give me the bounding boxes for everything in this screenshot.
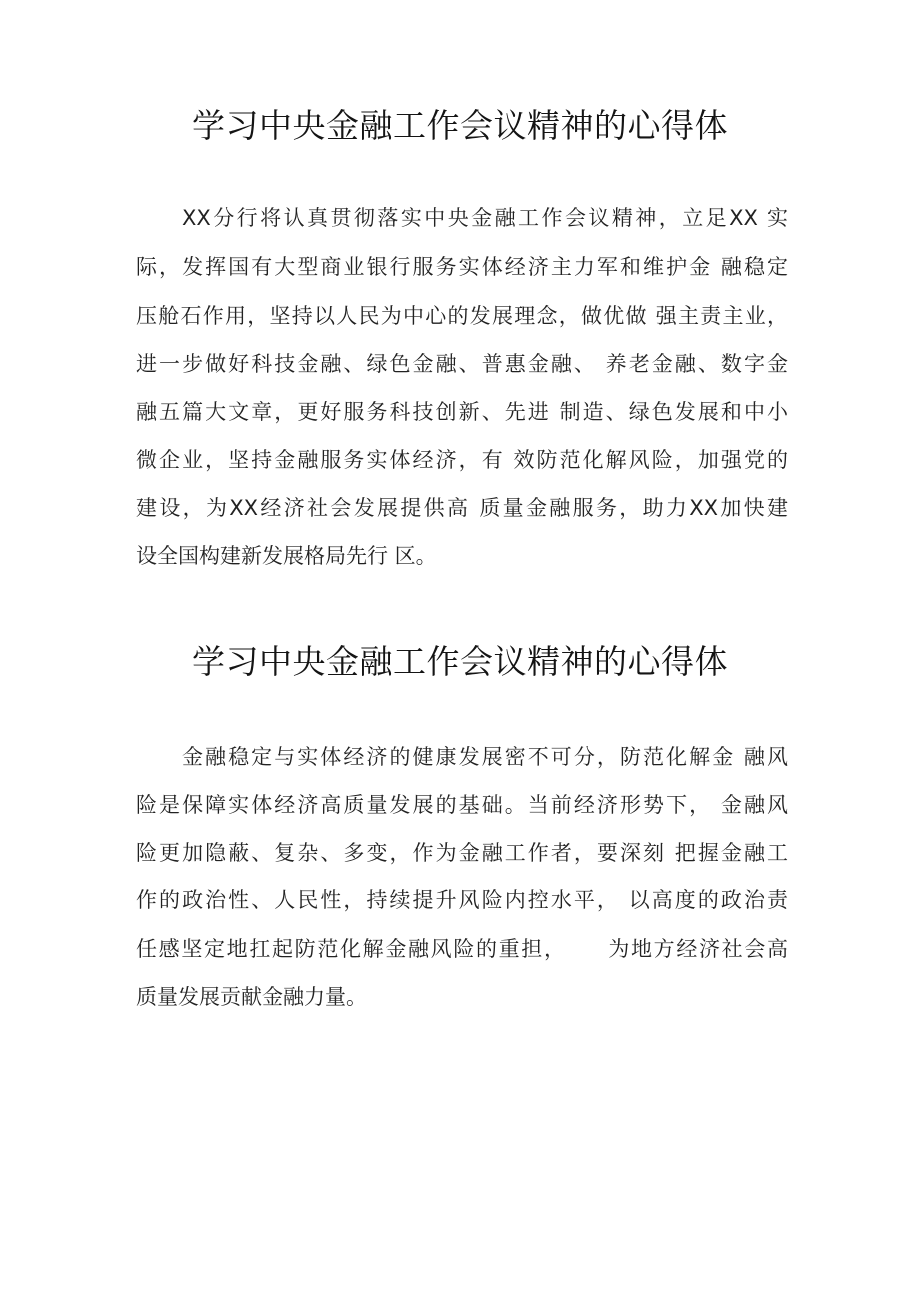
paragraph-line: 险是保障实体经济高质量发展的基础。当前经济形势下， 金融风 xyxy=(136,793,788,817)
paragraph-line: 险更加隐蔽、复杂、多变，作为金融工作者，要深刻 把握金融工 xyxy=(136,841,788,865)
paragraph-line: 进一步做好科技金融、绿色金融、普惠金融、 养老金融、数字金 xyxy=(136,352,788,376)
paragraph-line: 任感坚定地扛起防范化解金融风险的重担， 为地方经济社会高 xyxy=(136,937,788,961)
paragraph-line: 设全国构建新发展格局先行 区。 xyxy=(136,544,437,568)
paragraph-line: 质量发展贡献金融力量。 xyxy=(136,985,367,1009)
section-title: 学习中央金融工作会议精神的心得体 xyxy=(192,642,728,681)
paragraph-line: 融五篇大文章，更好服务科技创新、先进 制造、绿色发展和中小 xyxy=(136,400,788,424)
paragraph-line: 压舱石作用，坚持以人民为中心的发展理念，做优做 强主责主业， xyxy=(136,304,788,328)
paragraph-line: 作的政治性、人民性，持续提升风险内控水平， 以高度的政治责 xyxy=(136,888,788,912)
paragraph-line: 金融稳定与实体经济的健康发展密不可分，防范化解金 融风 xyxy=(182,745,788,769)
paragraph-line: XX分行将认真贯彻落实中央金融工作会议精神，立足XX 实 xyxy=(182,206,788,230)
section-title: 学习中央金融工作会议精神的心得体 xyxy=(192,106,728,145)
paragraph-line: 建设，为XX经济社会发展提供高 质量金融服务，助力XX加快建 xyxy=(136,496,788,520)
paragraph-line: 际，发挥国有大型商业银行服务实体经济主力军和维护金 融稳定 xyxy=(136,255,788,279)
paragraph-line: 微企业，坚持金融服务实体经济，有 效防范化解风险，加强党的 xyxy=(136,448,788,472)
